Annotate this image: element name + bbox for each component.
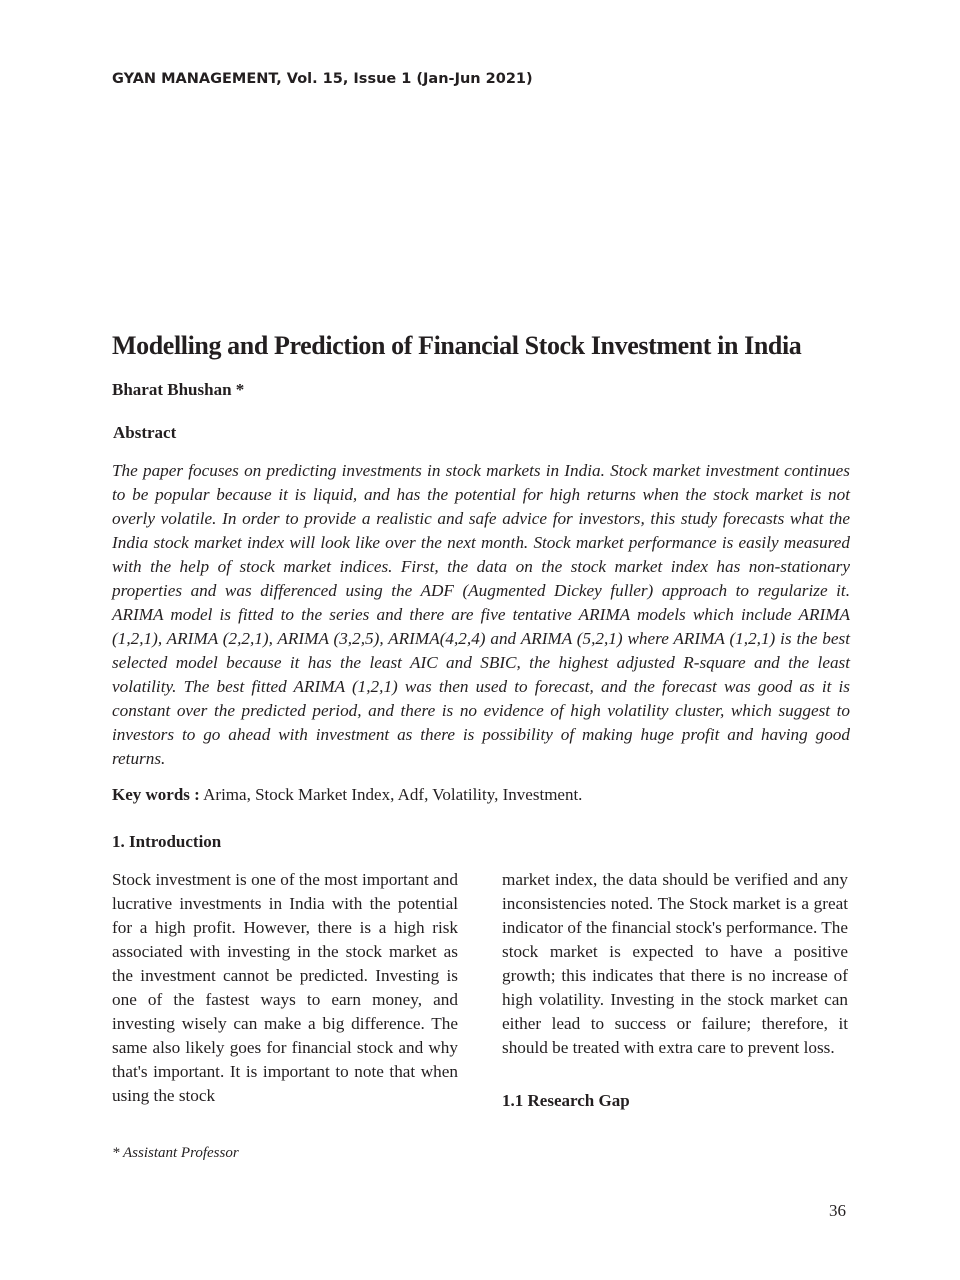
paper-title: Modelling and Prediction of Financial Stock Investment in India xyxy=(112,331,802,360)
abstract-text: The paper focuses on predicting investments in stock markets in India. Stock market investment continues to be popular because it is liquid, and has the potential for high returns when the stock market is not overly volatile. In order to provide a realistic and safe advice for investors, this study forecasts what the India stock market index will look like over the next month. Stock market performance is easily measured with the help of stock market indices. First, the data on the stock market index has non-stationary properties and was differenced using the ADF (Augmented Dickey fuller) approach to regularize it. ARIMA model is fitted to the series and there are five tentative ARIMA models which include ARIMA (1,2,1), ARIMA (2,2,1), ARIMA (3,2,5), ARIMA(4,2,4) and ARIMA (5,2,1) where ARIMA (1,2,1) is the best selected model because it has the least AIC and SBIC, the highest adjusted R-square and the least volatility. The best fitted ARIMA (1,2,1) was then used to forecast, and the forecast was good as it is constant over the predicted period, and there is no evidence of high volatility cluster, which suggest to investors to go ahead with investment as there is possibility of making huge profit and having good returns. xyxy=(112,461,850,768)
introduction-heading: 1. Introduction xyxy=(112,832,222,851)
running-head: GYAN MANAGEMENT, Vol. 15, Issue 1 (Jan-Jun 2021) xyxy=(112,71,533,87)
page-number: 36 xyxy=(829,1201,846,1220)
introduction-right-column: market index, the data should be verified and any inconsistencies noted. The Stock market is a great indicator of the financial stock's performance. The stock market is expected to have a positive growth; this indicates that there is no increase of high volatility. Investing in the stock market can either lead to success or failure; therefore, it should be treated with extra care to prevent loss. xyxy=(502,870,848,1057)
keywords xyxy=(112,785,850,805)
keywords-label: Key words : xyxy=(112,785,200,804)
footnote: * Assistant Professor xyxy=(112,1145,239,1161)
author-name: Bharat Bhushan * xyxy=(112,380,245,399)
abstract-heading: Abstract xyxy=(113,423,177,442)
research-gap-heading: 1.1 Research Gap xyxy=(502,1091,630,1110)
keywords-text: Arima, Stock Market Index, Adf, Volatility, Investment. xyxy=(199,785,583,804)
introduction-left-column: Stock investment is one of the most important and lucrative investments in India with the potential for a high profit. However, there is a high risk associated with investing in the stock market as the investment cannot be predicted. Investing is one of the fastest ways to earn money, and investing wisely can make a big difference. The same also likely goes for financial stock and why that's important. It is important to note that when using the stock xyxy=(112,870,458,1105)
